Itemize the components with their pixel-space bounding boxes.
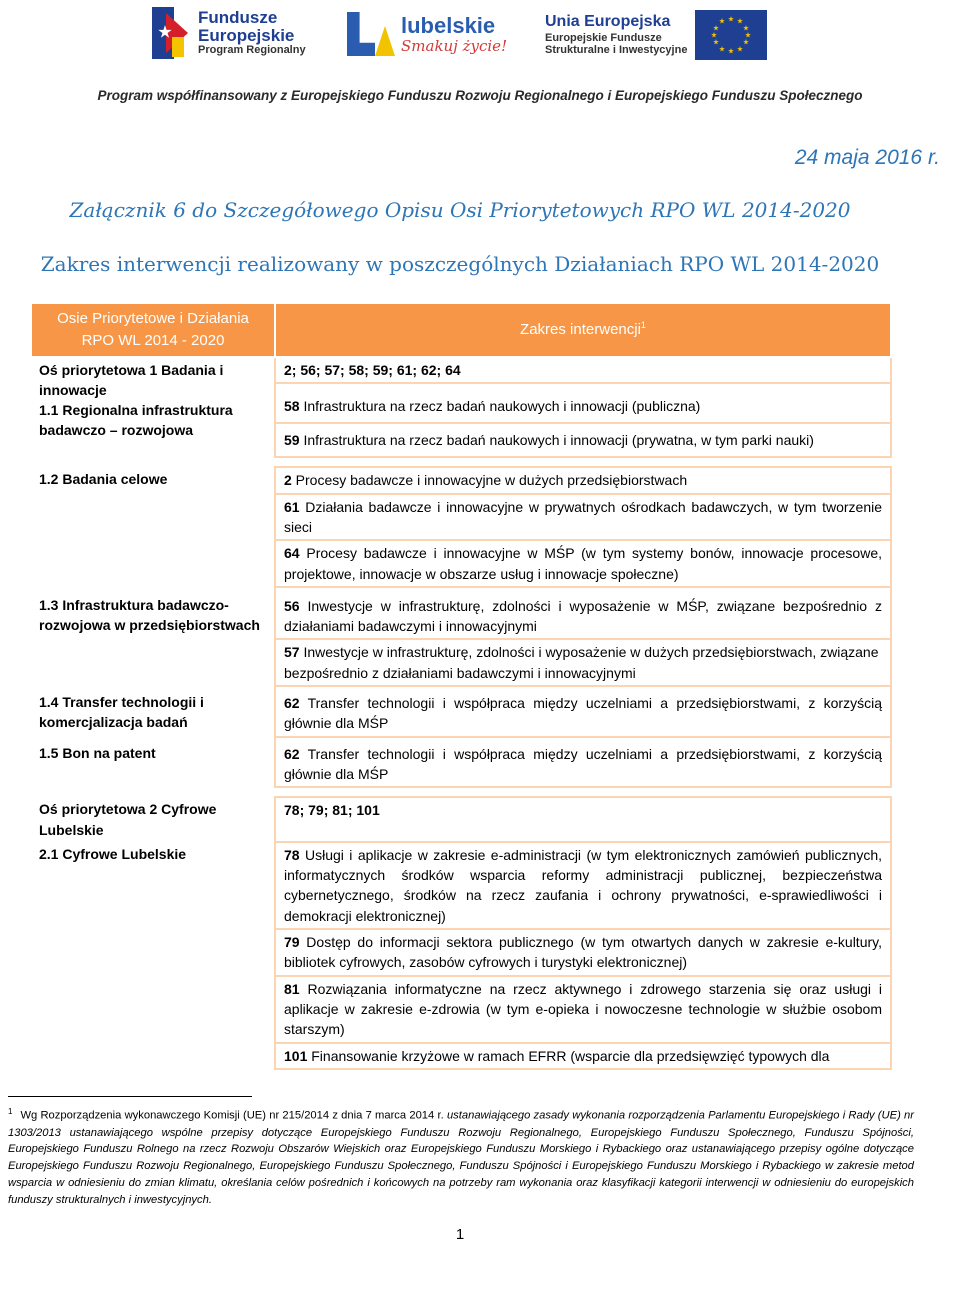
table-row <box>31 686 891 737</box>
intervention-item <box>275 494 891 541</box>
lubelskie-logo-line2: Smakuj życie! <box>401 36 508 55</box>
intervention-text: Rozwiązania informatyczne na rzecz aktywnego i zdrowego starzenia się oraz usługi i aplikacje w zakresie e-zdrowia (w tym e-opieka i nowoczesne technologie w służbie osobom starszym) <box>284 980 882 1038</box>
intervention-item <box>275 639 891 686</box>
priority-axis-1: Oś priorytetowa 1 Badania i innowacje <box>39 361 224 398</box>
intervention-code: 64 <box>284 545 300 562</box>
intervention-codes: 2; 56; 57; 58; 59; 61; 62; 64 <box>275 357 891 383</box>
intervention-text: Usługi i aplikacje w zakresie e-administracji (w tym elektronicznych zamówień publicznych, informatycznych środków wsparcia reformy administracji publicznej, bezpieczeństwa cybernetycznego, środków na rzecz zaufania i ochrony prywatności, e-sprawiedliwości i demokracji elektronicznej) <box>284 846 882 924</box>
header-axes-actions: Osie Priorytetowe i Działania RPO WL 2014 - 2020 <box>31 303 275 357</box>
unia-europejska-logo <box>545 8 775 62</box>
footnote-mark: 1 <box>8 1107 13 1116</box>
action-1-1: 1.1 Regionalna infrastruktura badawczo – rozwojowa <box>39 402 233 439</box>
intervention-item <box>275 383 891 423</box>
intervention-code: 78 <box>284 846 300 863</box>
intervention-code: 62 <box>284 695 300 712</box>
action-cell <box>31 357 275 458</box>
action-1-4: 1.4 Transfer technologii i komercjalizacja badań <box>39 694 204 731</box>
scope-title: Zakres interwencji realizowany w poszczególnych Działaniach RPO WL 2014-2020 <box>40 252 880 276</box>
footnote <box>8 1106 914 1209</box>
intervention-text: Procesy badawcze i innowacyjne w MŚP (w tym systemy bonów, innowacje procesowe, projektowe, innowacje w obszarze usług i innowacje społeczne) <box>284 545 882 582</box>
eu-flag-icon <box>695 10 767 60</box>
table-row <box>31 467 891 493</box>
ue-logo-line1: Unia Europejska <box>545 13 671 31</box>
fundusze-europejskie-logo <box>152 4 317 62</box>
intervention-item <box>275 540 891 587</box>
intervention-item <box>275 929 891 976</box>
intervention-code: 62 <box>284 745 300 762</box>
action-2-1: 2.1 Cyfrowe Lubelskie <box>39 845 187 862</box>
footnote-italic: ustanawiającego zasady wykonania rozporządzenia Parlamentu Europejskiego i Rady (UE) nr 1303/2013 ustanawiającego wspólne przepisy dotyczące Europejskiego Funduszu Rozwoju Regionalnego, Europejskiego Funduszu Społecznego, Funduszu Spójności, Europejskiego Funduszu Rolnego na rzecz Rozwoju Obszarów Wiejskich oraz Europejskiego Funduszu Morskiego i Rybackiego oraz ustanawiającego przepisy ogólne dotyczące Europejskiego Funduszu Rozwoju Regionalnego, Europejskiego Funduszu Społecznego, Funduszu Spójności i Europejskiego Funduszu Morskiego i Rybackiego w zakresie metod wsparcia w odniesieniu do zmian klimatu, określania celów pośrednich i końcowych na potrzeby ram wykonania oraz klasyfikacji kategorii interwencji w odniesieniu do europejskich funduszy strukturalnych i inwestycyjnych. <box>8 1109 914 1206</box>
lubelskie-logo-line1: lubelskie <box>401 12 496 38</box>
table-row <box>31 842 891 929</box>
lubelskie-mark <box>345 8 397 60</box>
logo-bar <box>0 0 960 120</box>
intervention-text: Transfer technologii i współpraca między uczelniami a przedsiębiorstwami, z korzyścią głównie dla MŚP <box>284 695 882 732</box>
table-header-row <box>31 303 891 357</box>
intervention-code: 57 <box>284 644 300 661</box>
lubelskie-logo <box>345 6 510 62</box>
action-1-2: 1.2 Badania celowe <box>39 471 168 488</box>
footnote-separator <box>8 1096 252 1097</box>
page-number: 1 <box>455 1226 465 1243</box>
intervention-item <box>275 686 891 737</box>
header-intervention-label: Zakres interwencji <box>520 320 641 338</box>
intervention-code: 58 <box>284 397 300 414</box>
intervention-item <box>275 976 891 1043</box>
header-intervention-scope <box>275 303 891 357</box>
footnote-ref: 1 <box>640 319 646 330</box>
intervention-text: Infrastruktura na rzecz badań naukowych i innowacji (prywatna, w tym parki nauki) <box>299 432 814 449</box>
action-1-3: 1.3 Infrastruktura badawczo-rozwojowa w przedsiębiorstwach <box>39 596 260 634</box>
intervention-code: 59 <box>284 432 300 449</box>
intervention-codes: 78; 79; 81; 101 <box>275 797 891 842</box>
table-row <box>31 587 891 640</box>
ue-logo-line2: Europejskie Fundusze <box>545 31 662 44</box>
intervention-text: Inwestycje w infrastrukturę, zdolności i wyposażenie w MŚP, związane bezpośrednio z działaniami badawczymi i innowacyjnymi <box>284 597 882 635</box>
intervention-text: Procesy badawcze i innowacyjne w dużych przedsiębiorstwach <box>291 472 688 489</box>
fe-logo-line1: Fundusze <box>198 8 278 28</box>
intervention-text: Inwestycje w infrastrukturę, zdolności i wyposażenie w dużych przedsiębiorstwach, związane bezpośrednio z działaniami badawczymi i innowacyjnymi <box>284 644 879 681</box>
action-1-5: 1.5 Bon na patent <box>39 744 156 761</box>
footnote-plain: Wg Rozporządzenia wykonawczego Komisji (UE) nr 215/2014 z dnia 7 marca 2014 r. <box>20 1109 444 1122</box>
intervention-code: 81 <box>284 980 300 997</box>
intervention-item <box>275 1043 891 1069</box>
attachment-title: Załącznik 6 do Szczegółowego Opisu Osi Priorytetowych RPO WL 2014-2020 <box>69 198 851 222</box>
table-row <box>31 797 891 842</box>
intervention-item <box>275 467 891 493</box>
intervention-item <box>275 587 891 640</box>
intervention-text: Transfer technologii i współpraca między uczelniami a przedsiębiorstwami, z korzyścią głównie dla MŚP <box>284 745 882 782</box>
intervention-text: Dostęp do informacji sektora publicznego (w tym otwartych danych w zakresie e-kultury, bibliotek cyfrowych, zasobów cyfrowych i turystyki elektronicznej) <box>284 934 882 971</box>
priority-axis-2: Oś priorytetowa 2 Cyfrowe Lubelskie <box>39 801 217 838</box>
intervention-code: 101 <box>284 1047 308 1064</box>
intervention-code: 61 <box>284 498 300 515</box>
table-row <box>31 737 891 788</box>
intervention-item <box>275 423 891 457</box>
intervention-table <box>30 302 892 1070</box>
intervention-code: 56 <box>284 597 300 614</box>
intervention-code: 79 <box>284 934 300 951</box>
intervention-text: Działania badawcze i innowacyjne w prywatnych ośrodkach badawczych, w tym tworzenie sieci <box>284 498 882 535</box>
table-row <box>31 357 891 383</box>
intervention-text: Infrastruktura na rzecz badań naukowych i innowacji (publiczna) <box>299 397 701 414</box>
ue-logo-line3: Strukturalne i Inwestycyjne <box>545 44 688 57</box>
fe-logo-line3: Program Regionalny <box>198 44 306 57</box>
intervention-item <box>275 842 891 929</box>
fe-logo-line2: Europejskie <box>198 26 295 46</box>
intervention-item <box>275 737 891 788</box>
fundusze-europejskie-mark <box>152 7 190 59</box>
intervention-code: 2 <box>284 472 292 489</box>
document-date: 24 maja 2016 r. <box>794 146 940 169</box>
program-line: Program współfinansowany z Europejskiego Funduszu Rozwoju Regionalnego i Europejskiego Funduszu Społecznego <box>97 88 863 103</box>
intervention-text: Finansowanie krzyżowe w ramach EFRR (wsparcie dla przedsięwzięć typowych dla <box>307 1047 830 1064</box>
